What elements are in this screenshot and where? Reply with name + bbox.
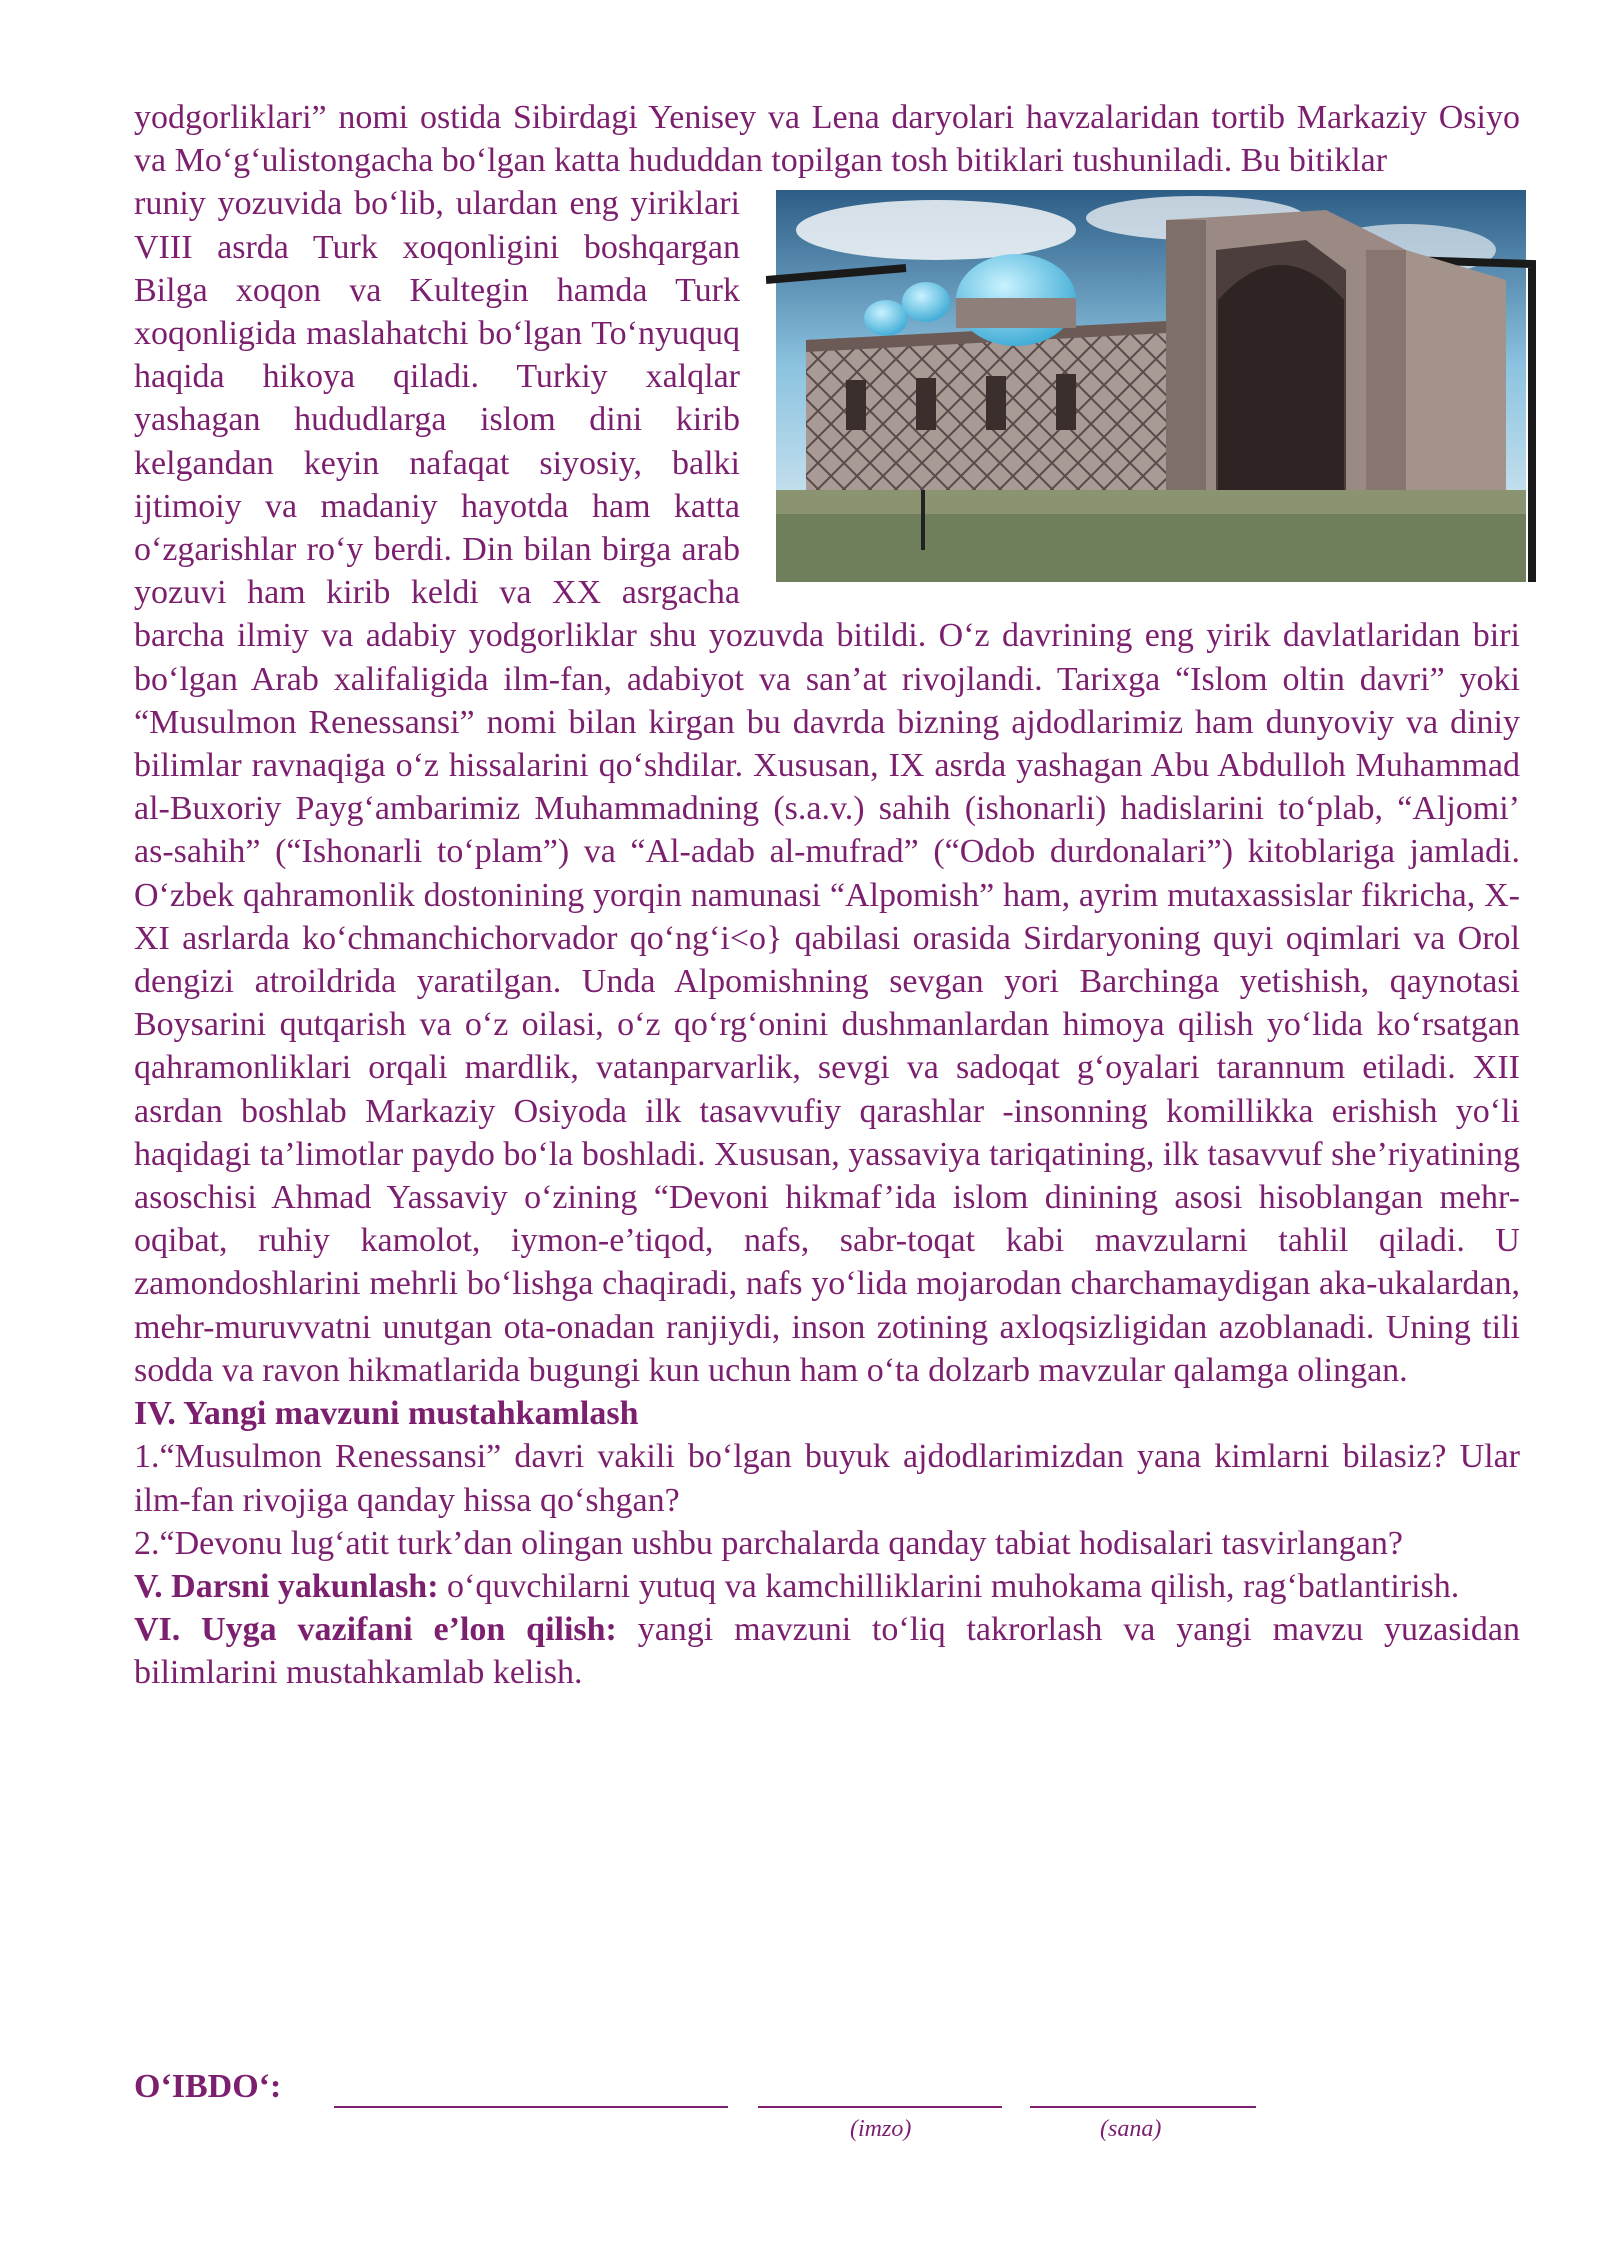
- signature-line: [758, 2106, 1002, 2108]
- signature-block: [134, 2068, 1434, 2148]
- paragraph-intro: yodgorliklari” nomi ostida Sibirdagi Yenisey va Lena daryolari havzalaridan tortib Markaziy Osiyo va Mo‘g‘ulistongacha bo‘lgan katta hududdan topilgan tosh bitiklari tushuniladi. Bu bitiklar: [134, 99, 1520, 180]
- question-1: 1.“Musulmon Renessansi” davri vakili bo‘lgan buyuk ajdodlarimizdan yana kimlarni bilasiz? Ular ilm-fan rivojiga qanday hissa qo‘shgan?: [134, 1438, 1520, 1519]
- document-body: [134, 96, 1520, 1695]
- section-6-text: yangi mavzuni to‘liq takrorlash va yangi mavzu yuzasidan bilimlarini mustahkamlab kelish.: [134, 1611, 1520, 1692]
- date-caption: (sana): [1100, 2116, 1162, 2142]
- section-6: [134, 1608, 1520, 1694]
- date-line: [1030, 2106, 1256, 2108]
- signature-label: O‘IBDO‘:: [134, 2068, 282, 2105]
- section-5-text: o‘quvchilarni yutuq va kamchilliklarini muhokama qilish, rag‘batlantirish.: [438, 1567, 1460, 1605]
- mausoleum-photo: [766, 190, 1536, 582]
- question-2: 2.“Devonu lug‘atit turk’dan olingan ushbu parchalarda qanday tabiat hodisalari tasvirlangan?: [134, 1524, 1403, 1562]
- section-5-label: V. Darsni yakunlash:: [134, 1567, 439, 1605]
- section-6-label: VI. Uyga vazifani e’lon qilish:: [134, 1611, 617, 1649]
- signature-caption: (imzo): [850, 2116, 912, 2142]
- section-5: [134, 1565, 1520, 1608]
- paragraph-main: runiy yozuvida bo‘lib, ulardan eng yiriklari VIII asrda Turk xoqonligini boshqargan Bilga xoqon va Kultegin hamda Turk xoqonligida maslahatchi bo‘lgan To‘nyuquq haqida hikoya qiladi. Turkiy xalqlar yashagan hududlarga islom dini kirib kelgandan keyin nafaqat siyosiy, balki ijtimoiy va madaniy hayotda ham katta o‘zgarishlar ro‘y berdi. Din bilan birga arab yozuvi ham kirib keldi va XX asrgacha barcha ilmiy va adabiy yodgorliklar shu yozuvda bitildi. O‘z davrining eng yirik davlatlaridan biri bo‘lgan Arab xalifaligida ilm-fan, adabiyot va san’at rivojlandi. Tarixga “Islom oltin davri” yoki “Musulmon Renessansi” nomi bilan kirgan bu davrda bizning ajdodlarimiz ham dunyoviy va diniy bilimlar ravnaqiga o‘z hissalarini qo‘shdilar. Xususan, IX asrda yashagan Abu Abdulloh Muhammad al-Buxoriy Payg‘ambarimiz Muhammadning (s.a.v.) sahih (ishonarli) hadislarini to‘plab, “Aljomi’ as-sahih” (“Ishonarli to‘plam”) va “Al-adab al-mufrad” (“Odob durdonalari”) kitoblariga jamladi. O‘zbek qahramonlik dostonining yorqin namunasi “Alpomish” ham, ayrim mutaxassislar fikricha, X-XI asrlarda ko‘chmanchichorvador qo‘ng‘i<o} qabilasi orasida Sirdaryoning quyi oqimlari va Orol dengizi atroildrida yaratilgan. Unda Alpomishning sevgan yori Barchinga yetishish, qaynotasi Boysarini qutqarish va o‘z oilasi, o‘z qo‘rg‘onini dushmanlardan himoya qilish yo‘lida ko‘rsatgan qahramonliklari orqali mardlik, vatanparvarlik, sevgi va sadoqat g‘oyalari tarannum etiladi. XII asrdan boshlab Markaziy Osiyoda ilk tasavvufiy qarashlar -insonning komillikka erishish yo‘li haqidagi ta’limotlar paydo bo‘la boshladi. Xususan, yassaviya tariqatining, ilk tasavvuf she’riyatining asoschisi Ahmad Yassaviy o‘zining “Devoni hikmaf’ida islom dinining asosi hisoblangan mehr-oqibat, ruhiy kamolot, iymon-e’tiqod, nafs, sabr-toqat kabi mavzularni tahlil qiladi. U zamondoshlarini mehrli bo‘lishga chaqiradi, nafs yo‘lida mojarodan charchamaydigan aka-ukalardan, mehr-muruvvatni unutgan ota-onadan ranjiydi, inson zotining axloqsizligidan azoblanadi. Uning tili sodda va ravon hikmatlarida bugungi kun uchun ham o‘ta dolzarb mavzular qalamga olingan.: [134, 185, 1520, 1389]
- name-line: [334, 2106, 728, 2108]
- section-4-heading: IV. Yangi mavzuni mustahkamlash: [134, 1395, 639, 1433]
